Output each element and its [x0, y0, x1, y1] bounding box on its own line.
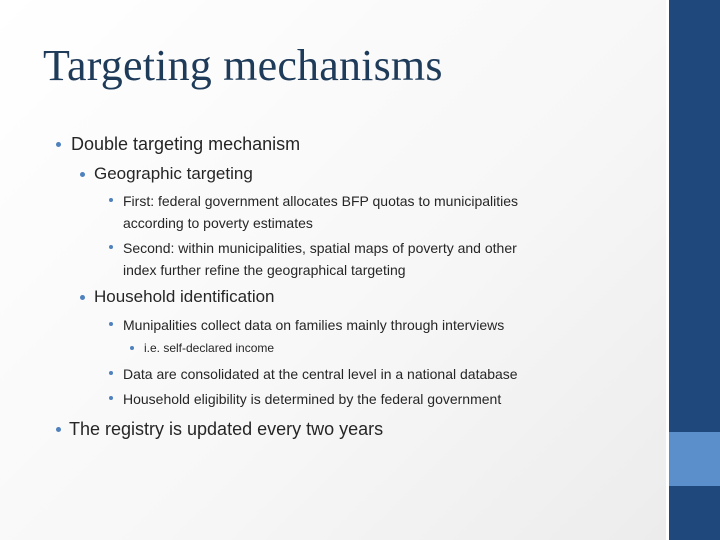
bullet-item-double-targeting: [52, 132, 300, 156]
bullet-dot-icon: [109, 371, 113, 375]
bullet-item-self-declared: [127, 339, 274, 357]
slide-title: Targeting mechanisms: [43, 41, 443, 90]
bullet-text: Household eligibility is determined by the federal government: [123, 391, 502, 407]
bullet-dot-icon: [56, 427, 61, 432]
bullet-text: Household identification: [94, 287, 275, 306]
bullet-dot-icon: [109, 198, 113, 202]
bullet-item-first: [105, 190, 518, 212]
bullet-dot-icon: [109, 396, 113, 400]
bullet-text: Double targeting mechanism: [71, 134, 301, 154]
bullet-item-registry-updated: [52, 417, 383, 441]
bullet-text-line-1: Second: within municipalities, spatial maps of poverty and other: [123, 240, 517, 256]
bullet-item-second: [105, 237, 517, 259]
bullet-item-household-identification: [75, 286, 275, 308]
bullet-item-second-continuation: [123, 259, 406, 281]
bullet-item-municipalities-collect: [105, 314, 504, 336]
bullet-text: Geographic targeting: [94, 164, 253, 183]
bullet-text: The registry is updated every two years: [69, 419, 384, 439]
bullet-dot-icon: [109, 322, 113, 326]
bullet-dot-icon: [80, 172, 85, 177]
sidebar-decoration: [666, 0, 720, 540]
bullet-item-geographic-targeting: [75, 163, 253, 185]
bullet-text: i.e. self-declared income: [144, 341, 275, 355]
bullet-item-first-continuation: [123, 212, 313, 234]
bullet-dot-icon: [80, 295, 85, 300]
bullet-text-line-1: First: federal government allocates BFP quotas to municipalities: [123, 193, 519, 209]
bullet-text-line-2: according to poverty estimates: [123, 215, 313, 231]
bullet-text: Data are consolidated at the central level in a national database: [123, 366, 518, 382]
bullet-item-household-eligibility: [105, 388, 501, 410]
bullet-text: Munipalities collect data on families mainly through interviews: [123, 317, 505, 333]
bullet-dot-icon: [56, 142, 61, 147]
bullet-item-data-consolidated: [105, 363, 518, 385]
bullet-dot-icon: [130, 346, 134, 350]
bullet-dot-icon: [109, 245, 113, 249]
sidebar-accent-block: [669, 432, 720, 486]
bullet-text-line-2: index further refine the geographical targeting: [123, 262, 406, 278]
